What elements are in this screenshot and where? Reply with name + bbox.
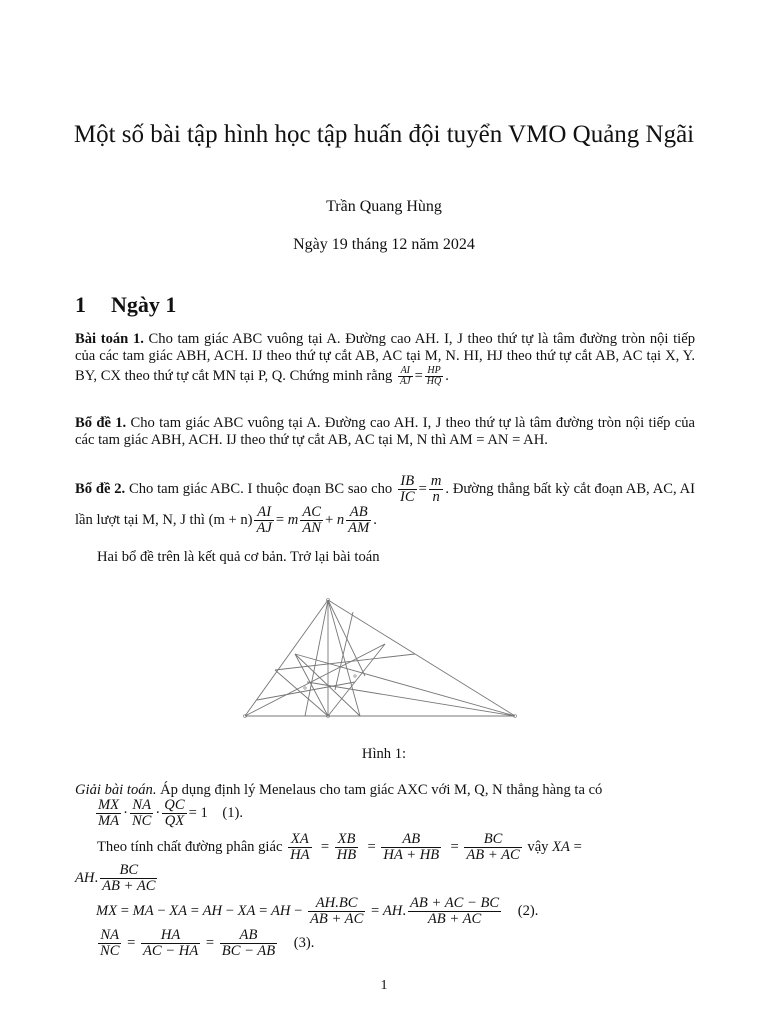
lemma-2-label: Bổ đề 2. <box>75 480 126 497</box>
lemma-1 <box>75 415 695 450</box>
fraction-ib-ic: $\frac{IB}{IC}$ <box>400 473 415 505</box>
fraction-ab-am: $\frac{AB}{AM}$ <box>348 504 370 536</box>
fraction-ai-aj-2: $\frac{AI}{AJ}$ <box>256 504 272 536</box>
section-title: Ngày 1 <box>111 292 177 317</box>
lemma-2-text-a: Cho tam giác ABC. I thuộc đoạn BC sao cho <box>128 480 393 497</box>
fraction-ai-aj: $\frac{AI}{AJ}$ <box>400 364 411 387</box>
date: Ngày 19 tháng 12 năm 2024 <box>293 236 475 253</box>
point-i <box>304 687 306 689</box>
fraction-ac-an: $\frac{AC}{AN}$ <box>302 504 321 536</box>
eq1-tag: (1). <box>222 804 244 821</box>
page-number: 1 <box>380 978 388 993</box>
section-number: 1 <box>75 292 86 317</box>
geometry-figure <box>235 592 525 724</box>
equation-xa: AH. $\frac{BC}{AB + AC}$ <box>75 862 156 894</box>
remark: Hai bổ đề trên là kết quả cơ bản. Trở lại bài toán <box>97 549 380 565</box>
then-text: vậy <box>527 838 549 855</box>
figure-caption: Hình 1: <box>361 746 407 762</box>
page-title: Một số bài tập hình học tập huấn đội tuyển VMO Quảng Ngãi <box>73 121 695 148</box>
solution-intro <box>75 782 602 799</box>
lemma-1-text: Cho tam giác ABC vuông tại A. Đường cao AH. I, J theo thứ tự là tâm đường tròn nội tiếp của các tam giác ABH, ACH. IJ theo thứ tự cắt AB, AC tại M, N thì AM = AN = AH. <box>75 415 695 449</box>
author: Trần Quang Hùng <box>326 198 442 215</box>
point-j <box>354 675 356 677</box>
side-ab <box>245 600 328 716</box>
solution-intro-text: Áp dụng định lý Menelaus cho tam giác AXC với M, Q, N thẳng hàng ta có <box>160 782 603 798</box>
section-heading <box>75 292 176 318</box>
equation-3: $\frac{NA}{NC}$ = $\frac{HA}{AC - HA}$ = $\frac{AB}{BC - AB}$ (3). <box>100 927 315 959</box>
solution-label: Giải bài toán. <box>75 782 157 798</box>
equation-1: $\frac{MX}{MA}$ · $\frac{NA}{NC}$ · $\frac{QC}{QX}$ = 1 (1). <box>98 797 244 829</box>
equation-bisector: Theo tính chất đường phân giác $\frac{XA}{HA}$ = $\frac{XB}{HB}$ = $\frac{AB}{HA + HB}$ = $\frac{BC}{AB + AC}$ vậy XA = <box>97 831 582 863</box>
line-hy <box>328 644 385 716</box>
eq2-tag: (2). <box>517 902 539 919</box>
lemma-1-label: Bổ đề 1. <box>75 415 127 431</box>
bisector-text: Theo tính chất đường phân giác <box>97 838 283 855</box>
equation-2: MX = MA − XA = AH − XA = AH − $\frac{AH.BC}{AB + AC}$ = AH. $\frac{AB + AC - BC}{AB + AC}$ (2). <box>96 895 539 927</box>
lemma-2-text-b: . Đường thẳng bất kỳ cắt đoạn AB, AC, AI lần lượt tại M, N, J thì (m + n) <box>75 480 696 528</box>
line-r <box>335 612 353 690</box>
fraction-m-n: $\frac{m}{n}$ <box>430 473 442 505</box>
problem-1: Bài toán 1. Cho tam giác ABC vuông tại A. Đường cao AH. I, J theo thứ tự là tâm đường tròn nội tiếp của các tam giác ABH, ACH. IJ theo thứ tự cắt AB, AC tại M, N. HI, HJ theo thứ tự cắt AB, AC tại X, Y. BY, CX theo thứ tự cắt MN tại P, Q. Chứng minh rằng $\frac{AI}{AJ}$ = $\frac{HP}{HQ}$ . <box>75 331 695 387</box>
problem-1-label: Bài toán 1. <box>75 331 144 347</box>
eq3-tag: (3). <box>293 934 315 951</box>
lemma-2: Bổ đề 2. Cho tam giác ABC. I thuộc đoạn BC sao cho $\frac{IB}{IC}$ = $\frac{m}{n}$ . Đường thẳng bất kỳ cắt đoạn AB, AC, AI lần lượt tại M, N, J thì (m + n) $\frac{AI}{AJ}$ = m $\frac{AC}{AN}$ + n $\frac{AB}{AM}$ . <box>75 473 696 536</box>
fraction-hp-hq: $\frac{HP}{HQ}$ <box>426 364 442 387</box>
problem-1-text: Cho tam giác ABC vuông tại A. Đường cao AH. I, J theo thứ tự là tâm đường tròn nội tiếp của các tam giác ABH, ACH. IJ theo thứ tự cắt AB, AC tại M, N. HI, HJ theo thứ tự cắt AB, AC tại X, Y. BY, CX theo thứ tự cắt MN tại P, Q. Chứng minh rằng <box>75 331 695 384</box>
